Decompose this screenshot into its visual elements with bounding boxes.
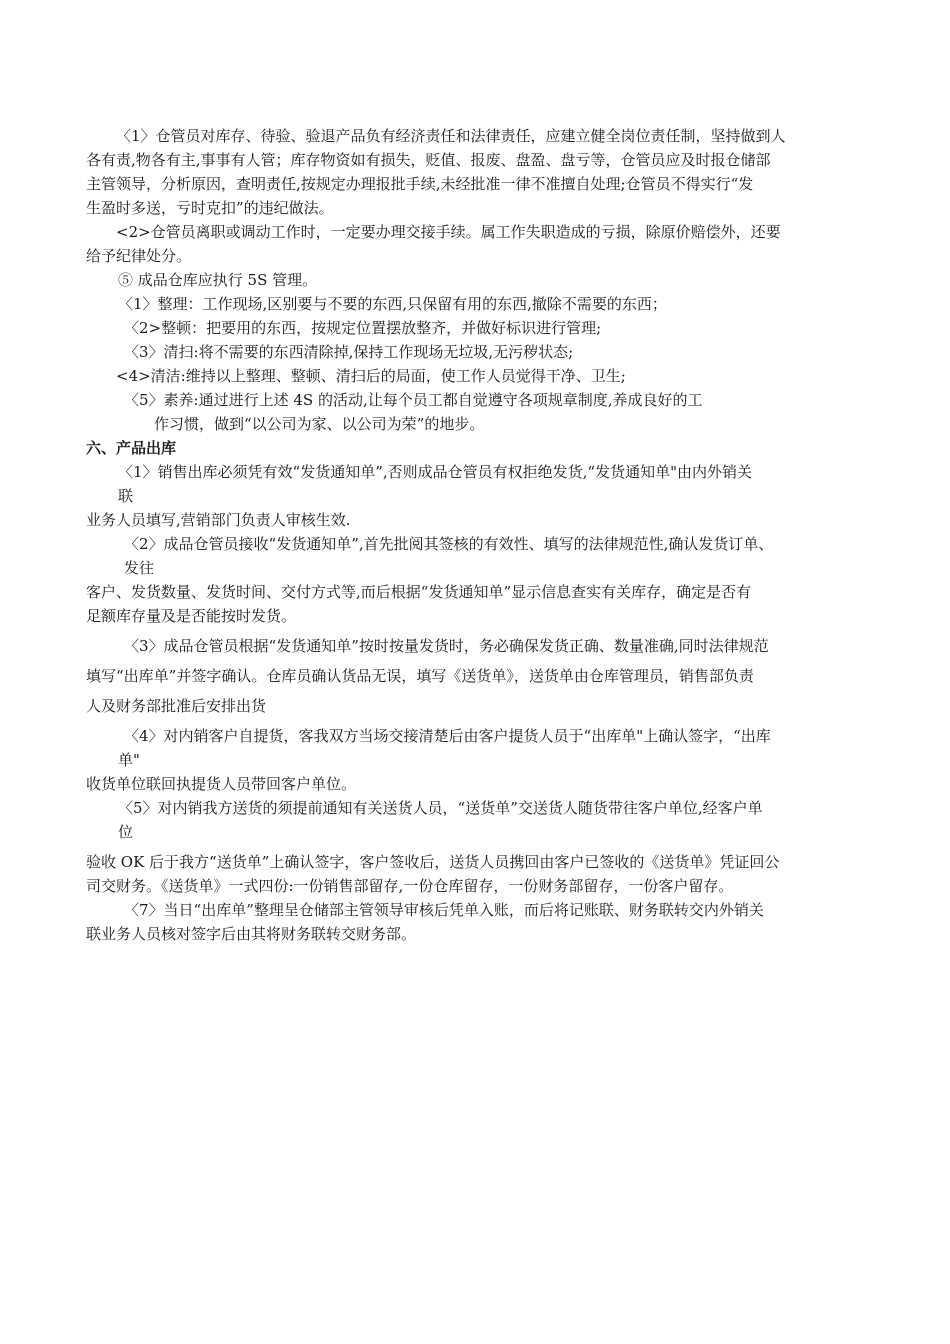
paragraph-line: 〈5〉对内销我方送货的须提前通知有关送货人员，“送货单”交送货人随货带往客户单位,经客户单 bbox=[118, 799, 763, 817]
paragraph-line: 联业务人员核对签字后由其将财务联转交财务部。 bbox=[86, 925, 417, 943]
paragraph-line: 单" bbox=[118, 751, 140, 769]
paragraph-line: ⑤ 成品仓库应执行 5S 管理。 bbox=[118, 271, 318, 289]
paragraph-line: <2>仓管员离职或调动工作时，一定要办理交接手续。属工作失职造成的亏损，除原价赔偿外，还要 bbox=[116, 223, 781, 241]
paragraph-line: 作习惯，做到“以公司为家、以公司为荣”的地步。 bbox=[154, 415, 485, 433]
paragraph-line: 联 bbox=[118, 487, 134, 505]
paragraph-line: 主管领导，分析原因，查明责任,按规定办理报批手续,未经批准一律不准擅自处理;仓管员不得实行“发 bbox=[86, 175, 754, 193]
paragraph-line: 人及财务部批准后安排出货 bbox=[86, 697, 267, 715]
paragraph-line: 发往 bbox=[124, 559, 155, 577]
paragraph-line: 业务人员填写,营销部门负责人审核生效. bbox=[86, 511, 351, 529]
paragraph-line: 〈2〉成品仓管员接收“发货通知单”,首先批阅其签核的有效性、填写的法律规范性,确认发货订单、 bbox=[124, 535, 774, 553]
paragraph-line: 〈1〉整理：工作现场,区别要与不要的东西,只保留有用的东西,撤除不需要的东西； bbox=[118, 295, 667, 313]
paragraph-line: 〈4〉对内销客户自提货，客我双方当场交接清楚后由客户提货人员于“出库单"上确认签字，“出库 bbox=[124, 727, 771, 745]
paragraph-line: <4>清洁:维持以上整理、整顿、清扫后的局面，使工作人员觉得干净、卫生; bbox=[116, 367, 626, 385]
paragraph-line: 〈1〉销售出库必须凭有效“发货通知单”,否则成品仓管员有权拒绝发货,“发货通知单"由内外销关 bbox=[118, 463, 752, 481]
paragraph-line: 〈5〉素养:通过进行上述 4S 的活动,让每个员工都自觉遵守各项规章制度,养成良好的工 bbox=[124, 391, 703, 409]
paragraph-line: 〈2>整顿：把要用的东西，按规定位置摆放整齐，并做好标识进行管理; bbox=[124, 319, 602, 337]
paragraph-line: 足额库存量及是否能按时发货。 bbox=[86, 607, 297, 625]
paragraph-line: 生盈时多送，亏时克扣”的违纪做法。 bbox=[86, 199, 334, 217]
paragraph-line: 客户、发货数量、发货时间、交付方式等,而后根据“发货通知单”显示信息查实有关库存，确定是否有 bbox=[86, 583, 752, 601]
paragraph-line: 给予纪律处分。 bbox=[86, 247, 192, 265]
paragraph-line: 〈7〉当日“出库单”整理呈仓储部主管领导审核后凭单入账，而后将记账联、财务联转交内外销关 bbox=[124, 901, 764, 919]
paragraph-line: 〈3〉清扫:将不需要的东西清除掉,保持工作现场无垃圾,无污秽状态; bbox=[124, 343, 574, 361]
paragraph-line: 位 bbox=[118, 823, 134, 841]
paragraph-line: 〈3〉成品仓管员根据“发货通知单”按时按量发货时，务必确保发货正确、数量准确,同时法律规范 bbox=[124, 637, 769, 655]
paragraph-line: 验收 OK 后于我方“送货单”上确认签字，客户签收后，送货人员携回由客户已签收的《送货单》凭证回公 bbox=[86, 853, 780, 871]
paragraph-line: 各有责,物各有主,事事有人管；库存物资如有损失，贬值、报废、盘盈、盘亏等，仓管员应及时报仓储部 bbox=[86, 151, 771, 169]
paragraph-line: 〈1〉仓管员对库存、待验、验退产品负有经济责任和法律责任，应建立健全岗位责任制，坚持做到人 bbox=[116, 127, 786, 145]
paragraph-line: 司交财务。《送货单》一式四份:一份销售部留存,一份仓库留存，一份财务部留存，一份客户留存。 bbox=[86, 877, 734, 895]
section-heading: 六、产品出库 bbox=[86, 439, 177, 457]
paragraph-line: 填写“出库单”并签字确认。仓库员确认货品无误，填写《送货单》，送货单由仓库管理员，销售部负责 bbox=[86, 667, 754, 685]
paragraph-line: 收货单位联回执提货人员带回客户单位。 bbox=[86, 775, 357, 793]
document-body bbox=[86, 124, 876, 946]
